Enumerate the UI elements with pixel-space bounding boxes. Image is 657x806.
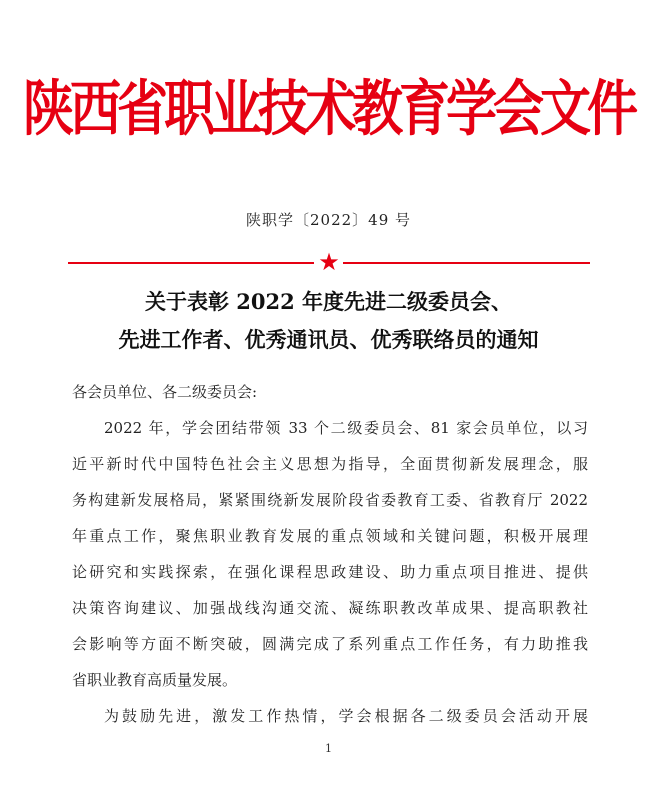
page-number: 1 [325, 742, 332, 755]
paragraph-line: 省职业教育高质量发展。 [72, 671, 238, 689]
paragraph-line: 为鼓励先进，激发工作热情，学会根据各二级委员会活动开展 [104, 707, 588, 725]
paragraph-line: 会影响等方面不断突破，圆满完成了系列重点工作任务，有力助推我 [72, 635, 588, 653]
paragraph-line: 近平新时代中国特色社会主义思想为指导，全面贯彻新发展理念，服 [72, 455, 588, 473]
document-number: 陕职学〔2022〕49 号 [245, 211, 412, 229]
star-icon: ★ [318, 248, 340, 276]
notice-title-line-1: 关于表彰 2022 年度先进二级委员会、 [144, 289, 513, 314]
red-divider-right [343, 262, 590, 264]
org-header-title: 陕西省职业技术教育学会文件 [22, 73, 634, 145]
salutation: 各会员单位、各二级委员会: [72, 383, 258, 401]
paragraph-line: 年重点工作，聚焦职业教育发展的重点领域和关键问题，积极开展理 [72, 527, 588, 545]
paragraph-line: 2022 年，学会团结带领 33 个二级委员会、81 家会员单位，以习 [104, 419, 588, 437]
notice-title-line-2: 先进工作者、优秀通讯员、优秀联络员的通知 [118, 327, 539, 352]
red-divider-left [68, 262, 314, 264]
paragraph-line: 决策咨询建议、加强战线沟通交流、凝练职教改革成果、提高职教社 [72, 599, 588, 617]
paragraph-line: 论研究和实践探索，在强化课程思政建设、助力重点项目推进、提供 [72, 563, 588, 581]
paragraph-line: 务构建新发展格局，紧紧围绕新发展阶段省委教育工委、省教育厅 2022 [72, 491, 588, 509]
